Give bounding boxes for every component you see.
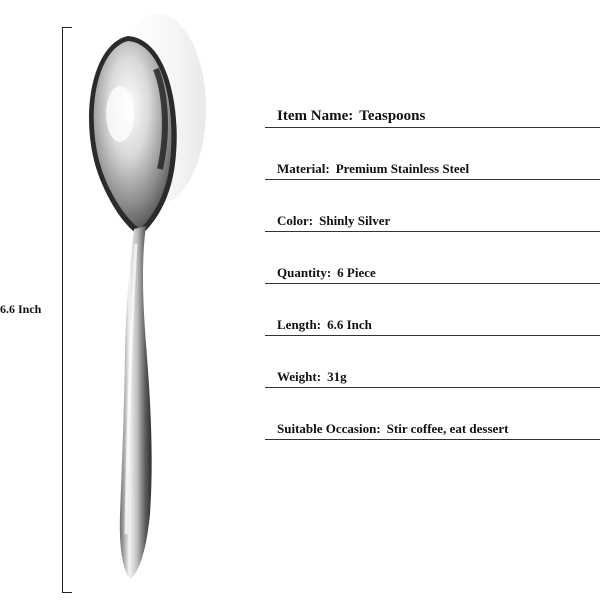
spec-row-material [265, 128, 600, 180]
spec-row-color [265, 180, 600, 232]
spec-value: Premium Stainless Steel [335, 161, 470, 176]
length-dimension-label: 6.6 Inch [0, 302, 42, 316]
spec-value: 6 Piece [337, 265, 376, 280]
spec-key: Suitable Occasion: [277, 421, 381, 436]
spec-key: Color: [277, 213, 314, 228]
spec-row-weight [265, 336, 600, 388]
spec-row-quantity [265, 232, 600, 284]
spec-key: Material: [277, 161, 330, 176]
spec-value: Teaspoons [359, 108, 426, 124]
spec-value: Shinly Silver [319, 213, 391, 228]
spec-list [265, 100, 600, 440]
spoon-icon [70, 14, 210, 594]
spec-key: Item Name: [277, 108, 354, 124]
spec-row-length [265, 284, 600, 336]
spec-key: Length: [277, 317, 322, 332]
spec-value: 6.6 Inch [327, 317, 372, 332]
spec-key: Quantity: [277, 265, 332, 280]
spec-value: 31g [327, 369, 347, 384]
spec-row-item-name [265, 100, 600, 128]
spec-key: Weight: [277, 369, 322, 384]
spec-value: Stir coffee, eat dessert [386, 421, 509, 436]
spec-row-suitable-occasion [265, 388, 600, 440]
